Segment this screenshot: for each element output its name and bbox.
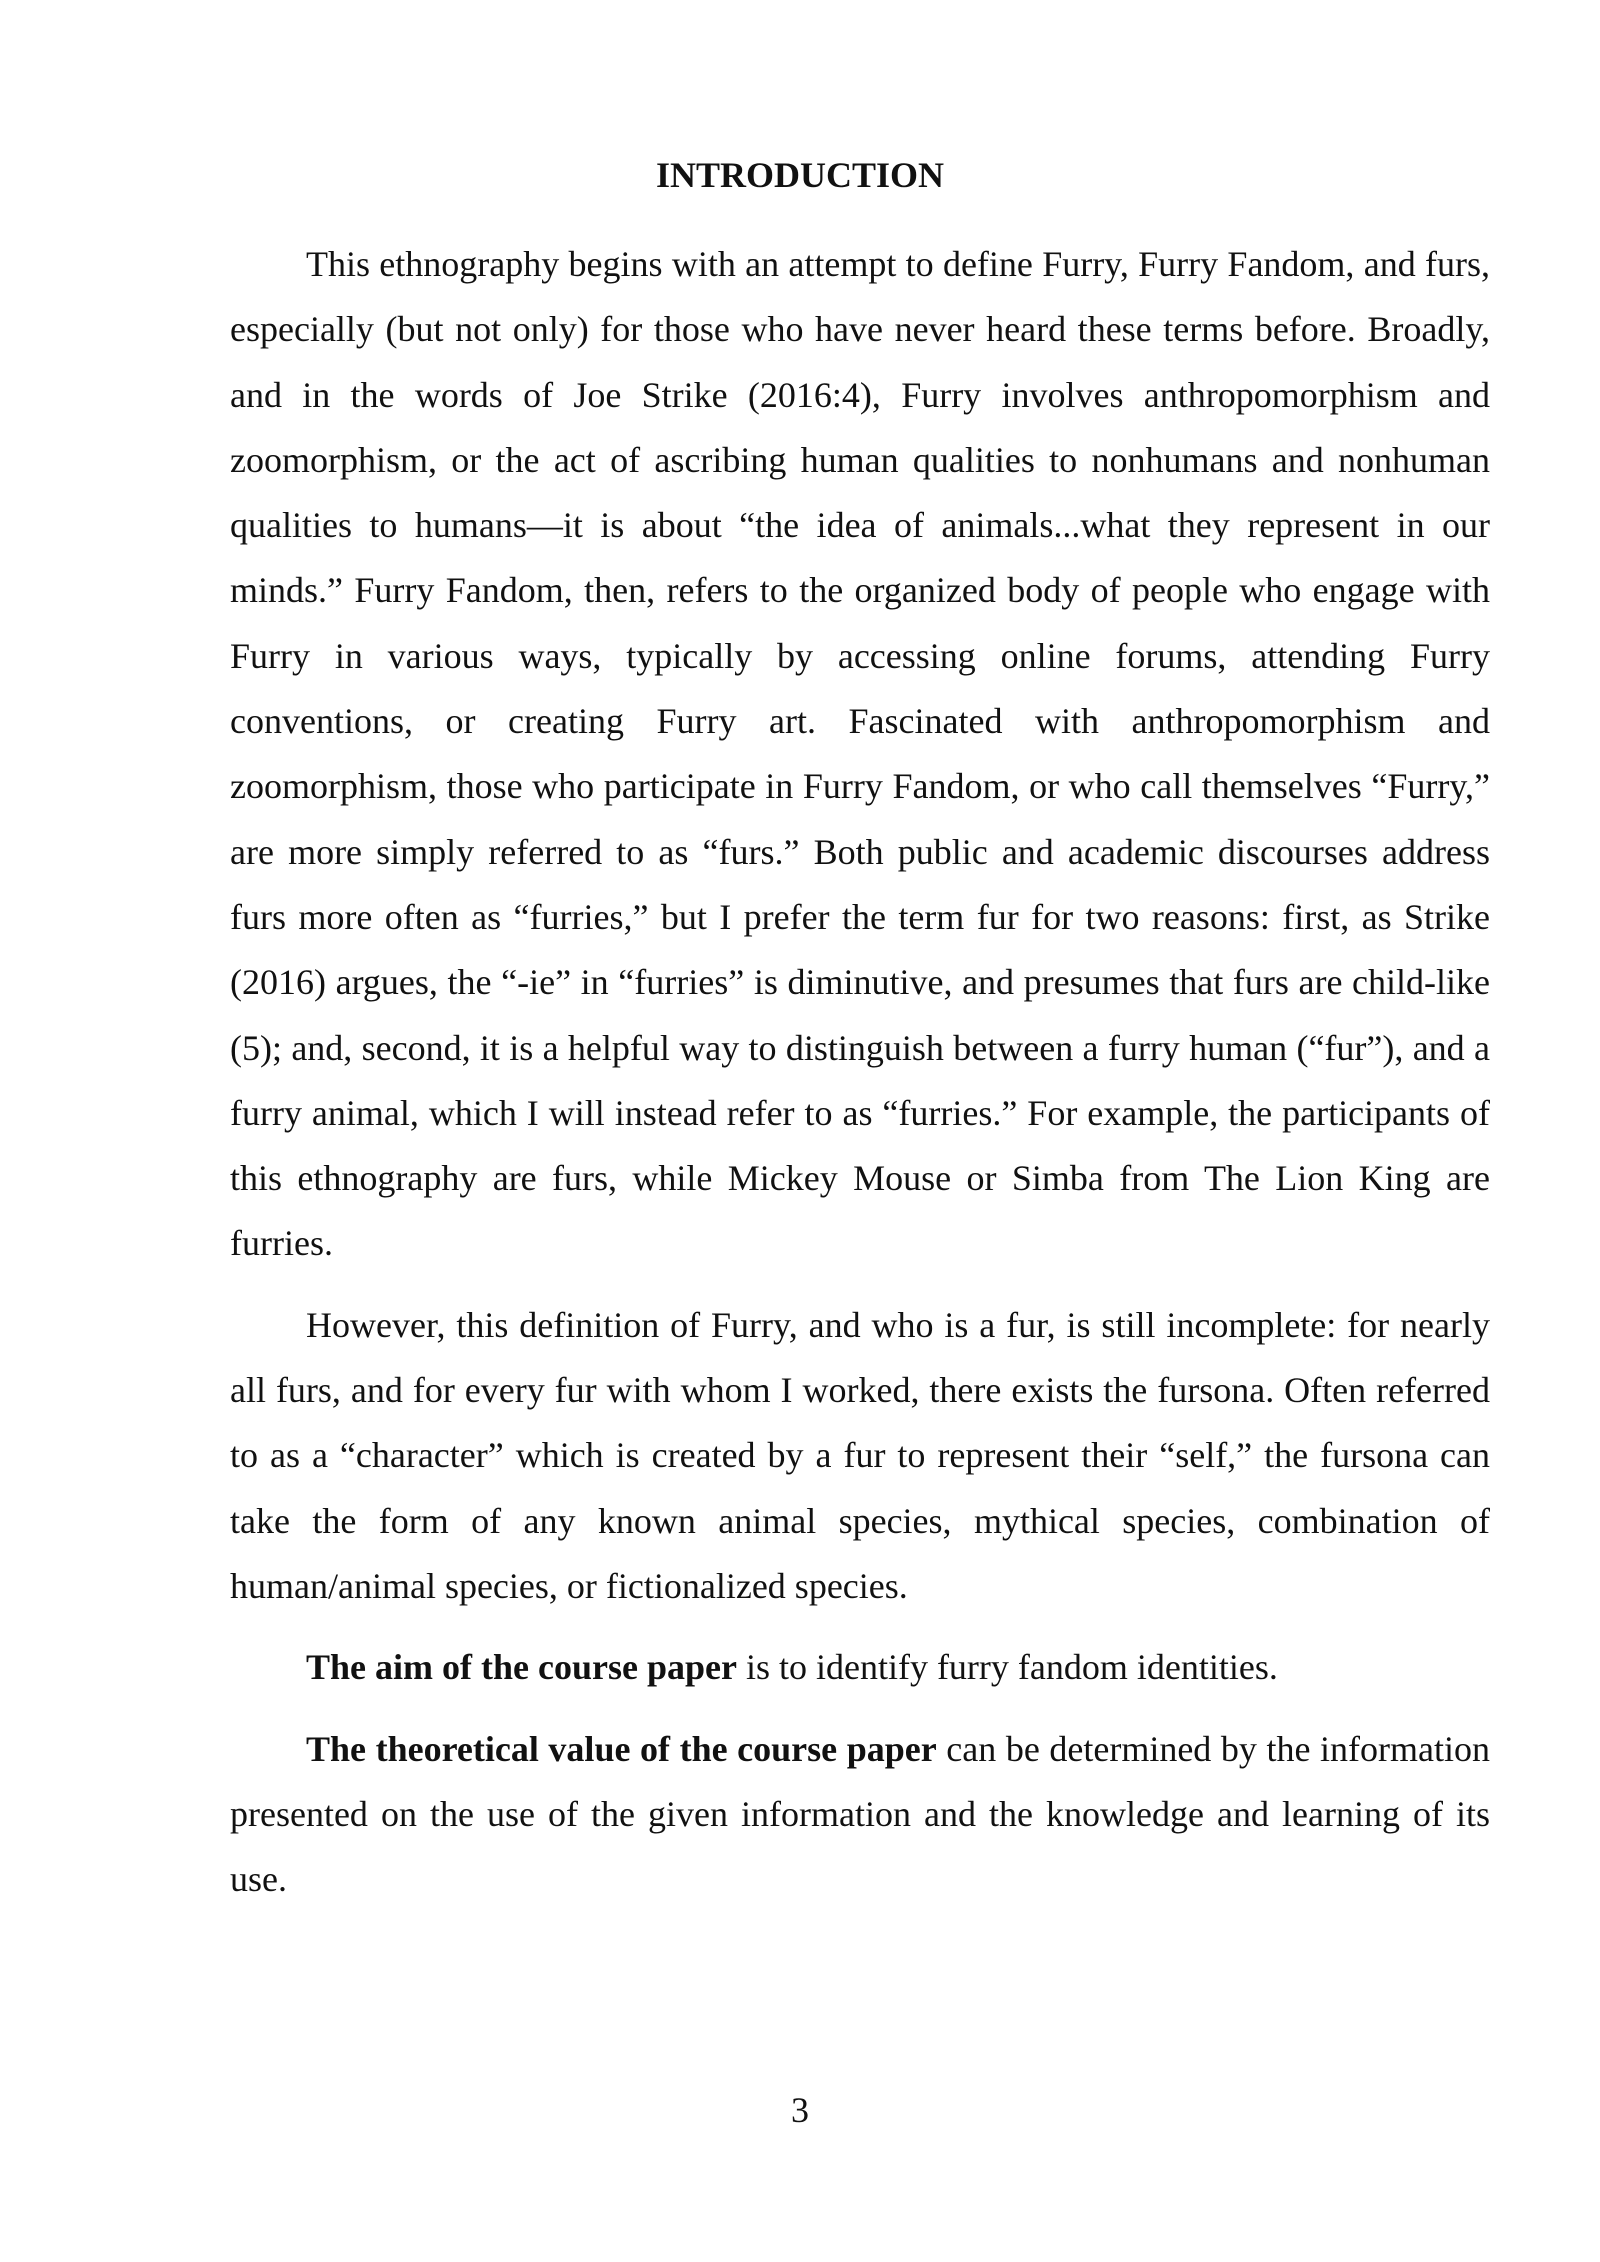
paragraph-text: However, this definition of Furry, and who is a fur, is still incomplete: for nearly all furs, and for every fur with whom I worked, there exists the fursona. Often referred to as a “character” which is created by a fur to represent their “self,” the fursona can take the form of any known animal species, mythical species, combination of human/animal species, or fictionalized species. <box>230 1304 1490 1606</box>
paragraph-text: can be determined by the information presented on the use of the given information and the knowledge and learning of its use. <box>230 1728 1490 1900</box>
page-number: 3 <box>791 2090 809 2130</box>
paragraph-text: is to identify furry fandom identities. <box>736 1647 1278 1688</box>
paragraph-text: This ethnography begins with an attempt to define Furry, Furry Fandom, and furs, especially (but not only) for those who have never heard these terms before. Broadly, and in the words of Joe Strike (2016:4), Furry involves anthropomorphism and zoomorphism, or the act of ascribing human qualities to nonhumans and nonhuman qualities to humans—it is about “the idea of animals...what they represent in our minds.” Furry Fandom, then, refers to the organized body of people who engage with Furry in various ways, typically by accessing online forums, attending Furry conventions, or creating Furry art. Fascinated with anthropomorphism and zoomorphism, those who participate in Furry Fandom, or who call themselves “Furry,” are more simply referred to as “furs.” Both public and academic discourses address furs more often as “furries,” but I prefer the term fur for two reasons: first, as Strike (2016) argues, the “-ie” in “furries” is diminutive, and presumes that furs are child-like (5); and, second, it is a helpful way to distinguish between a furry human (“fur”), and a furry animal, which I will instead refer to as “furries.” For example, the participants of this ethnography are furs, while Mickey Mouse or Simba from The Lion King are furries. <box>230 244 1490 1264</box>
paragraph-theoretical-value <box>230 1717 1490 1913</box>
section-heading: INTRODUCTION <box>655 155 945 195</box>
body-text <box>230 232 1490 1928</box>
paragraph-bold-lead: The theoretical value of the course paper <box>306 1728 937 1769</box>
paragraph-bold-lead: The aim of the course paper <box>306 1647 737 1688</box>
paragraph-fursona <box>230 1293 1490 1619</box>
paragraph-definition <box>230 232 1490 1277</box>
paragraph-aim <box>230 1635 1490 1700</box>
